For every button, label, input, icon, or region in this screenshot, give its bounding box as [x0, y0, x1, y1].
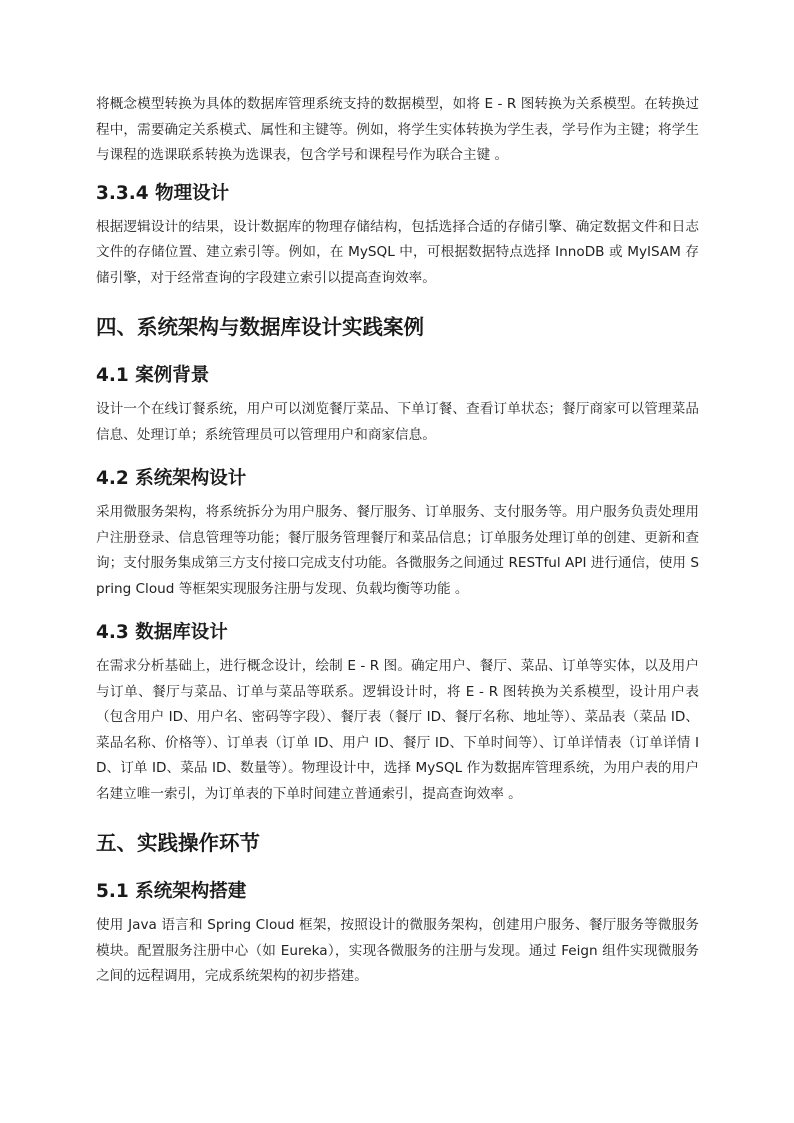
paragraph-architecture-setup: 使用 Java 语言和 Spring Cloud 框架，按照设计的微服务架构，创建用户服务、餐厅服务等微服务模块。配置服务注册中心（如 Eureka），实现各微服务的注册与发现。通过 Feign 组件实现微服务之间的远程调用，完成系统架构的初步搭建。 [96, 917, 699, 984]
heading-4-1-case-background: 4.1 案例背景 [96, 365, 210, 386]
heading-3-3-4-physical-design: 3.3.4 物理设计 [96, 182, 230, 204]
heading-4-2-system-architecture: 4.2 系统架构设计 [96, 468, 247, 489]
heading-4-3-database-design: 4.3 数据库设计 [96, 622, 228, 643]
paragraph-physical-design: 根据逻辑设计的结果，设计数据库的物理存储结构，包括选择合适的存储引擎、确定数据文件和日志文件的存储位置、建立索引等。例如，在 MySQL 中，可根据数据特点选择 InnoDB 或 MyISAM 存储引擎，对于经常查询的字段建立索引以提高查询效率。 [96, 218, 699, 286]
paragraph-system-architecture: 采用微服务架构，将系统拆分为用户服务、餐厅服务、订单服务、支付服务等。用户服务负责处理用户注册登录、信息管理等功能；餐厅服务管理餐厅和菜品信息；订单服务处理订单的创建、更新和查询；支付服务集成第三方支付接口完成支付功能。各微服务之间通过 RESTful API 进行通信，使用 Spring Cloud 等框架实现服务注册与发现、负载均衡等功能 。 [96, 504, 699, 597]
paragraph-database-design: 在需求分析基础上，进行概念设计，绘制 E - R 图。确定用户、餐厅、菜品、订单等实体，以及用户与订单、餐厅与菜品、订单与菜品等联系。逻辑设计时，将 E - R 图转换为关系模型，设计用户表（包含用户 ID、用户名、密码等字段）、餐厅表（餐厅 ID、餐厅名称、地址等）、菜品表（菜品 ID、菜品名称、价格等）、订单表（订单 ID、用户 ID、餐厅 ID、下单时间等）、订单详情表（订单详情 ID、订单 ID、菜品 ID、数量等）。物理设计中，选择 MySQL 作为数据库管理系统，为用户表的用户名建立唯一索引，为订单表的下单时间建立普通索引，提高查询效率 。 [96, 658, 699, 802]
heading-section-4: 四、系统架构与数据库设计实践案例 [96, 315, 424, 339]
paragraph-case-background: 设计一个在线订餐系统，用户可以浏览餐厅菜品、下单订餐、查看订单状态；餐厅商家可以管理菜品信息、处理订单；系统管理员可以管理用户和商家信息。 [96, 401, 699, 443]
document-page [96, 92, 699, 990]
heading-5-1-architecture-setup: 5.1 系统架构搭建 [96, 881, 247, 902]
heading-section-5: 五、实践操作环节 [96, 831, 260, 855]
paragraph-logical-design: 将概念模型转换为具体的数据库管理系统支持的数据模型，如将 E - R 图转换为关系模型。在转换过程中，需要确定关系模式、属性和主键等。例如，将学生实体转换为学生表，学号作为主键；将学生与课程的选课联系转换为选课表，包含学号和课程号作为联合主键 。 [96, 96, 699, 163]
